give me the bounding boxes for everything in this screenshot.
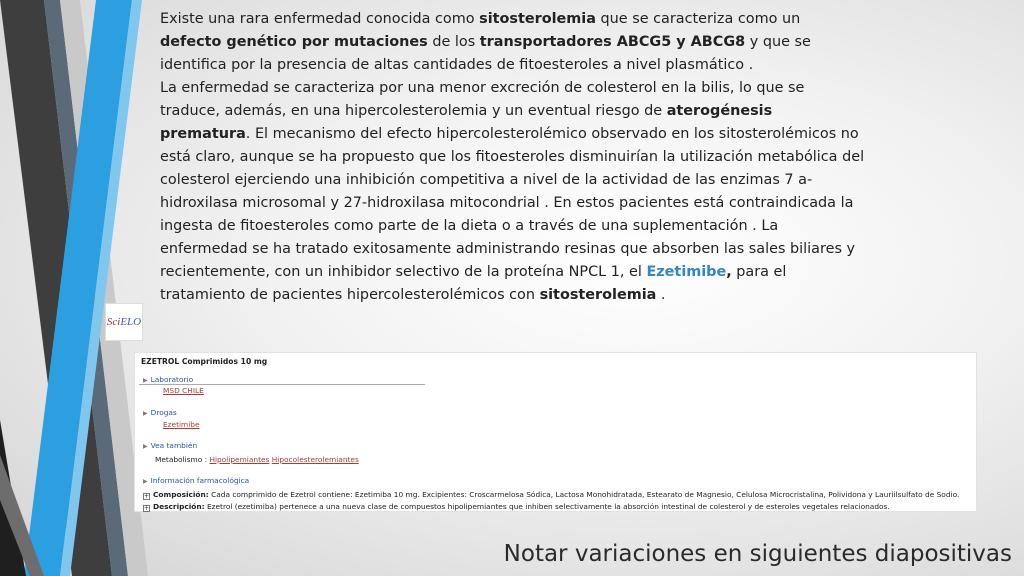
text-run: . <box>656 287 666 303</box>
logo-text-part1: Sci <box>106 316 121 328</box>
slide-body-text <box>160 8 865 307</box>
descripcion-row[interactable] <box>143 502 890 512</box>
descripcion-label: Descripción: <box>153 502 205 511</box>
laboratorio-link[interactable]: MSD CHILE <box>163 386 204 395</box>
section-informacion-farmacologica[interactable] <box>143 476 249 485</box>
decorative-stripes <box>0 0 150 576</box>
drug-title: EZETROL Comprimidos 10 mg <box>141 357 268 366</box>
text-run: de los <box>427 34 480 50</box>
section-label: Drogas <box>150 408 177 417</box>
section-vea-tambien[interactable] <box>143 441 197 450</box>
descripcion-text: Ezetrol (ezetimiba) pertenece a una nueva clase de compuestos hipolipemiantes que inhiben selectivamente la absorción intestinal de colesterol y de esteroles vegetales relacionados. <box>204 502 890 511</box>
hipolipemiantes-link[interactable]: Hipolipemiantes <box>209 455 270 464</box>
hipocolesterolemiantes-link[interactable]: Hipocolesterolemiantes <box>271 455 359 464</box>
scielo-logo <box>105 303 143 341</box>
expand-triangle-icon: ▶ <box>143 410 148 417</box>
section-label: Vea también <box>150 441 198 450</box>
text-run: Existe una rara enfermedad conocida como <box>160 11 480 27</box>
bold-run: aterogénesis prematura <box>160 103 773 142</box>
drogas-link[interactable]: Ezetimibe <box>163 420 200 429</box>
paragraph-2 <box>160 77 865 307</box>
drug-info-panel <box>134 352 977 512</box>
divider <box>139 384 425 385</box>
expand-plus-icon[interactable]: + <box>144 505 150 512</box>
section-drogas[interactable] <box>143 408 177 417</box>
expand-triangle-icon: ▶ <box>143 377 148 384</box>
text-run: La enfermedad se caracteriza por una menor excreción de colesterol en la bilis, lo que se traduce, además, en una hipercolesterolemia y un eventual riesgo de <box>160 80 805 119</box>
ezetimibe-link[interactable]: Ezetimibe <box>646 264 727 280</box>
bold-run: sitosterolemia <box>539 287 657 303</box>
bold-run: sitosterolemia <box>479 11 596 27</box>
text-run: para el tratamiento de pacientes hipercolesterolémicos con <box>160 264 787 303</box>
logo-text-part2: ELO <box>120 316 142 328</box>
expand-triangle-icon: ▶ <box>143 443 148 450</box>
composicion-label: Composición: <box>153 490 209 499</box>
text-run: y que se identifica por la presencia de altas cantidades de fitoesteroles a nivel plasmático . <box>160 34 811 73</box>
section-laboratorio[interactable] <box>143 375 193 384</box>
footer-title: Notar variaciones en siguientes diapositivas <box>503 541 1012 567</box>
composicion-text: Cada comprimido de Ezetrol contiene: Ezetimiba 10 mg. Excipientes: Croscarmelosa Sódica, Lactosa Monohidratada, Estearato de Magnesio, Celulosa Microcristalina, Polividona y Lauriilsulfato de Sodio. <box>208 490 960 499</box>
bold-run: defecto genético por mutaciones <box>160 34 428 50</box>
metabolismo-label: Metabolismo : <box>155 455 210 464</box>
expand-plus-icon[interactable]: + <box>144 493 150 500</box>
text-run: . El mecanismo del efecto hipercolesterolémico observado en los sitosterolémicos no está claro, aunque se ha propuesto que los fitoesteroles disminuirían la utilización metabólica del colesterol ejerciendo una inhibición competitiva a nivel de la actividad de las enzimas 7 a-hidroxilasa microsomal y 27-hidroxilasa mitocondrial . En estos pacientes está contraindicada la ingesta de fitoesteroles como parte de la dieta o a través de una suplementación . La enfermedad se ha tratado exitosamente administrando resinas que absorben las sales biliares y recientemente, con un inhibidor selectivo de la proteína NPCL 1, el <box>160 126 865 280</box>
bold-run: transportadores ABCG5 y ABCG8 <box>479 34 746 50</box>
section-label: Información farmacológica <box>150 476 250 485</box>
composicion-row[interactable] <box>143 490 959 500</box>
metabolismo-line <box>155 455 359 464</box>
expand-triangle-icon: ▶ <box>143 478 148 485</box>
text-run: que se caracteriza como un <box>595 11 801 27</box>
bold-run: , <box>726 264 732 280</box>
paragraph-1 <box>160 8 865 77</box>
section-label: Laboratorio <box>150 375 194 384</box>
